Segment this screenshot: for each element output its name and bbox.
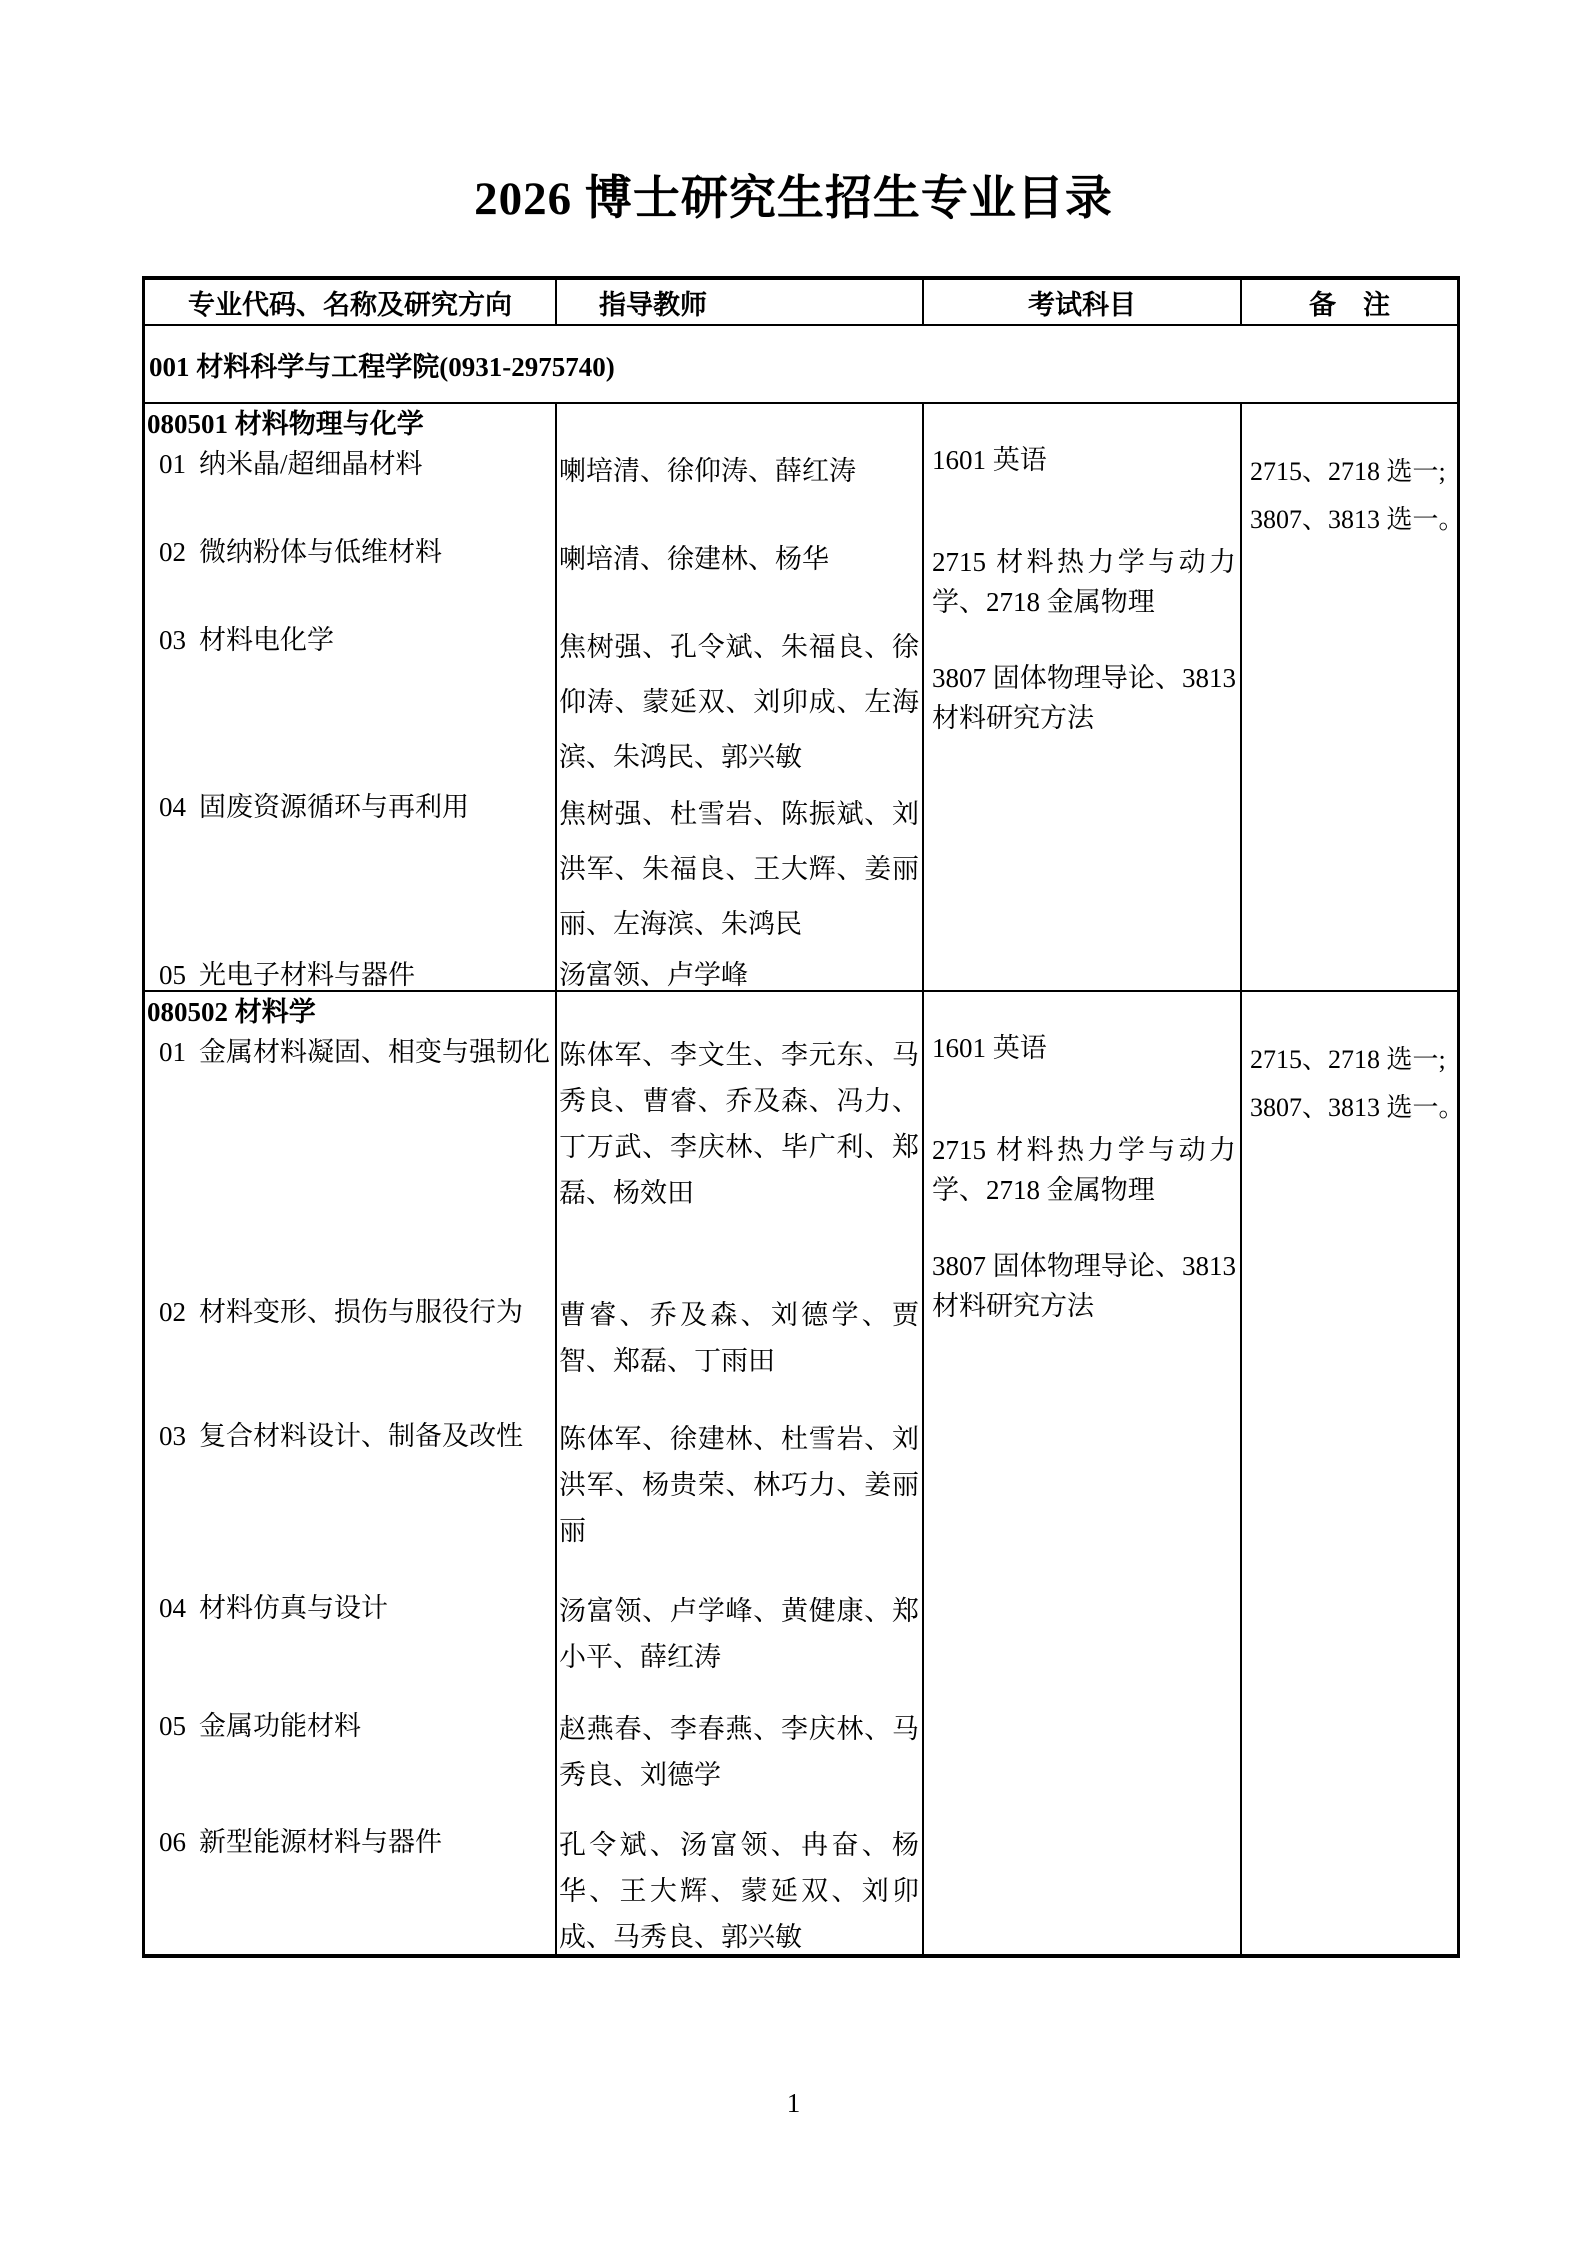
supervisors-cell: 孔令斌、汤富领、冉奋、杨华、王大辉、蒙延双、刘卯成、马秀良、郭兴敏: [559, 1830, 919, 1952]
section-080501-exam-subjects-cell: [924, 404, 1242, 990]
direction-name: 固废资源循环与再利用: [199, 792, 469, 822]
direction-name: 复合材料设计、制备及改性: [199, 1421, 523, 1451]
section-code-title: 080501 材料物理与化学: [147, 409, 424, 439]
direction-number: 04: [159, 792, 186, 822]
header-exam-subjects: 考试科目: [924, 280, 1242, 324]
direction-row: [145, 1416, 555, 1588]
direction-name: 新型能源材料与器件: [199, 1827, 442, 1857]
direction-row: [145, 957, 555, 993]
section-code-title: 080502 材料学: [147, 997, 316, 1027]
direction-number: 02: [159, 1297, 186, 1327]
header-supervisors: 指导教师: [557, 280, 924, 324]
section-080501-remarks-cell: [1242, 404, 1465, 990]
direction-row: [145, 1706, 555, 1822]
direction-name: 金属功能材料: [199, 1711, 361, 1741]
direction-number: 05: [159, 1711, 186, 1741]
supervisors-cell: 曹睿、乔及森、刘德学、贾智、郑磊、丁雨田: [559, 1300, 919, 1376]
direction-row: [145, 1292, 555, 1416]
page-number: 1: [786, 2088, 801, 2118]
supervisors-cell: 焦树强、孔令斌、朱福良、徐仰涛、蒙延双、刘卯成、左海滨、朱鸿民、郭兴敏: [559, 632, 919, 772]
direction-row: [145, 1822, 555, 1954]
header-remarks: 备 注: [1309, 289, 1390, 320]
direction-number: 02: [159, 537, 186, 567]
direction-number: 06: [159, 1827, 186, 1857]
remark-line: 3807、3813 选一。: [1250, 505, 1465, 534]
direction-row: [145, 1032, 555, 1292]
direction-name: 材料仿真与设计: [199, 1593, 388, 1623]
supervisors-cell: 喇培清、徐建林、杨华: [559, 544, 829, 574]
direction-number: 01: [159, 449, 186, 479]
spacer: [557, 404, 922, 444]
remark-line: 2715、2718 选一;: [1250, 457, 1446, 486]
header-major-code: 专业代码、名称及研究方向: [145, 280, 557, 324]
section-080502-remarks-cell: [1242, 992, 1465, 1954]
supervisors-cell: 汤富领、卢学峰: [559, 960, 748, 990]
exam-subject: 2715 材料热力学与动力学、2718 金属物理: [932, 547, 1236, 617]
supervisors-cell: 焦树强、杜雪岩、陈振斌、刘洪军、朱福良、王大辉、姜丽丽、左海滨、朱鸿民: [559, 799, 919, 939]
direction-name: 材料变形、损伤与服役行为: [199, 1297, 523, 1327]
direction-row: [145, 620, 555, 787]
exam-subject: 2715 材料热力学与动力学、2718 金属物理: [932, 1135, 1236, 1205]
section-080501-directions-column: [145, 404, 557, 990]
exam-subject: 1601 英语: [932, 445, 1047, 475]
exam-subject: 3807 固体物理导论、3813 材料研究方法: [932, 1251, 1236, 1321]
direction-row: [145, 444, 555, 532]
section-080501-supervisors-column: [557, 404, 924, 990]
direction-number: 01: [159, 1037, 186, 1067]
direction-number: 03: [159, 1421, 186, 1451]
direction-number: 03: [159, 625, 186, 655]
college-row: 001 材料科学与工程学院(0931-2975740): [145, 326, 1457, 404]
direction-row: [145, 787, 555, 957]
direction-row: [145, 532, 555, 620]
exam-subject: 1601 英语: [932, 1033, 1047, 1063]
section-080502-supervisors-column: [557, 992, 924, 1954]
supervisors-cell: 汤富领、卢学峰、黄健康、郑小平、薛红涛: [559, 1596, 919, 1672]
catalog-table: [142, 276, 1465, 1958]
exam-subject: 3807 固体物理导论、3813 材料研究方法: [932, 663, 1236, 733]
direction-row: [145, 1588, 555, 1706]
direction-name: 纳米晶/超细晶材料: [199, 449, 423, 479]
direction-number: 05: [159, 960, 186, 990]
direction-name: 微纳粉体与低维材料: [199, 537, 442, 567]
direction-name: 金属材料凝固、相变与强韧化: [199, 1037, 550, 1067]
supervisors-cell: 喇培清、徐仰涛、薛红涛: [559, 456, 856, 486]
supervisors-cell: 陈体军、李文生、李元东、马秀良、曹睿、乔及森、冯力、丁万武、李庆林、毕广利、郑磊、杨效田: [559, 1040, 919, 1208]
spacer: [557, 992, 922, 1032]
remark-line: 3807、3813 选一。: [1250, 1093, 1465, 1122]
remark-line: 2715、2718 选一;: [1250, 1045, 1446, 1074]
direction-name: 光电子材料与器件: [199, 960, 415, 990]
supervisors-cell: 赵燕春、李春燕、李庆林、马秀良、刘德学: [559, 1714, 919, 1790]
section-080501: [145, 404, 1465, 992]
table-header-row: [145, 280, 1457, 326]
direction-number: 04: [159, 1593, 186, 1623]
section-080502-exam-subjects-cell: [924, 992, 1242, 1954]
section-080502: [145, 992, 1465, 1954]
page-title: 2026 博士研究生招生专业目录: [474, 173, 1113, 225]
supervisors-cell: 陈体军、徐建林、杜雪岩、刘洪军、杨贵荣、林巧力、姜丽丽: [559, 1424, 919, 1546]
direction-name: 材料电化学: [199, 625, 334, 655]
section-080502-directions-column: [145, 992, 557, 1954]
